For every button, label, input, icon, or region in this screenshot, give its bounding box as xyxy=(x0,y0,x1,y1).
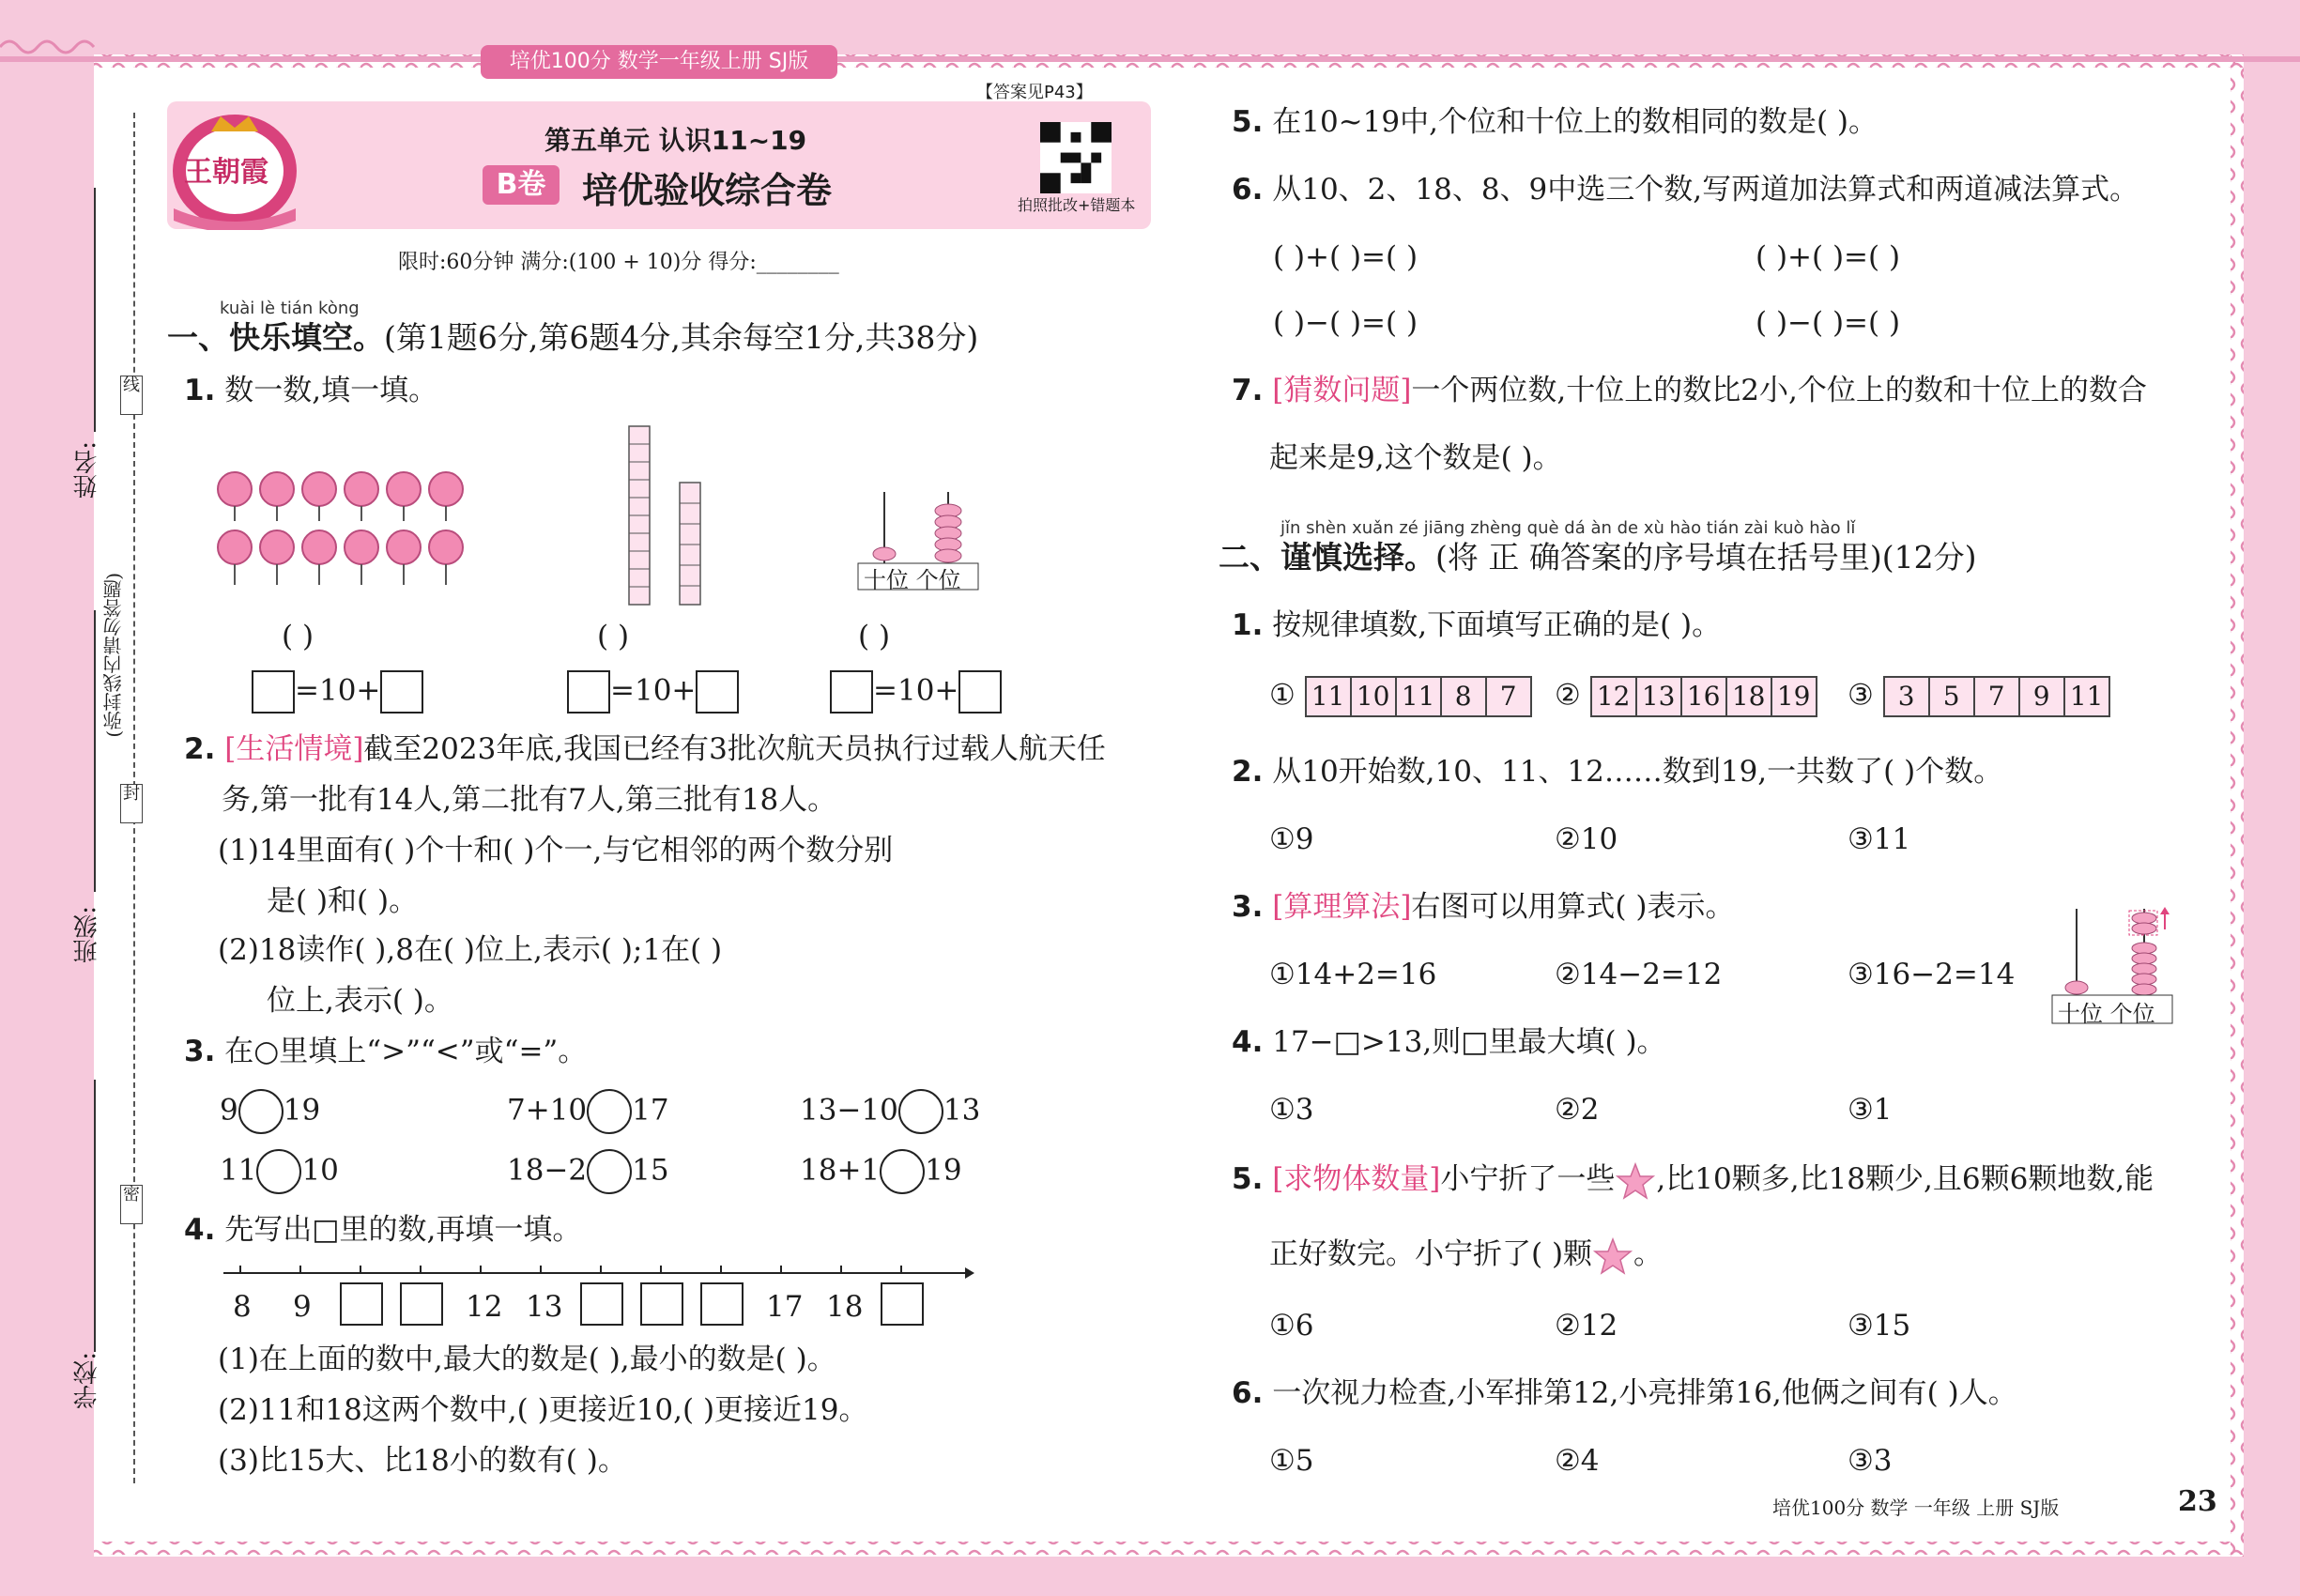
seq-cell: 12 xyxy=(1592,678,1637,715)
compare-circle[interactable] xyxy=(238,1089,284,1134)
q3-item-6-right: 19 xyxy=(925,1153,962,1188)
c5-option-2-text: ②12 xyxy=(1555,1309,1618,1343)
c1-text: 按规律填数,下面填写正确的是( )。 xyxy=(1272,608,1722,642)
c3-option-1[interactable] xyxy=(1269,956,1436,993)
c5-line2a-text: 正好数完。小宁折了( )颗 xyxy=(1269,1237,1593,1271)
seq-cell: 9 xyxy=(2020,678,2065,715)
tick-label: 8 xyxy=(233,1290,252,1324)
q1-eq-3-text: =10+ xyxy=(873,673,959,708)
answer-box[interactable] xyxy=(567,670,610,714)
c4-option-3[interactable] xyxy=(1848,1091,1893,1128)
q3-item-4-left: 11 xyxy=(220,1153,257,1188)
sidebar-name-label xyxy=(69,441,104,499)
q2-s2a-text: (2)18读作( ),8在( )位上,表示( );1在( ) xyxy=(218,933,723,967)
logo-text-value: 王朝霞 xyxy=(184,156,268,189)
c2-text: 从10开始数,10、11、12……数到19,一共数了( )个数。 xyxy=(1272,755,2003,789)
q1-eq-1[interactable] xyxy=(252,670,423,714)
q2-line1-text: 截至2023年底,我国已经有3批次航天员执行过载人航天任 xyxy=(363,732,1106,766)
q1-paren-1-text: ( ) xyxy=(282,620,314,653)
section2-heading xyxy=(1219,539,1976,576)
q3-item-5-right: 15 xyxy=(632,1153,669,1188)
c5-line2 xyxy=(1269,1235,1663,1275)
c6-option-1[interactable] xyxy=(1269,1442,1314,1480)
q1-number: 1. xyxy=(184,374,216,407)
page-number-value: 23 xyxy=(2178,1485,2217,1518)
compare-circle[interactable] xyxy=(898,1089,943,1134)
school-underline xyxy=(94,1080,96,1352)
answer-box[interactable] xyxy=(696,670,739,714)
section1-desc: (第1题6分,第6题4分,其余每空1分,共38分) xyxy=(384,319,979,356)
c5-line2b-text: 。 xyxy=(1633,1237,1664,1271)
q2-line2 xyxy=(222,781,836,819)
seq-cell: 18 xyxy=(1727,678,1772,715)
c4-option-1[interactable] xyxy=(1269,1091,1314,1128)
c2-option-2-text: ②10 xyxy=(1555,822,1618,856)
q1-paren-2-text: ( ) xyxy=(597,620,630,653)
c1-option-3-mark: ③ xyxy=(1848,678,1874,713)
c1-option-2-mark: ② xyxy=(1555,678,1581,713)
q3-item-4[interactable] xyxy=(220,1149,339,1194)
c4-number: 4. xyxy=(1232,1025,1264,1059)
q1-eq-2-text: =10+ xyxy=(610,673,697,708)
seq-cell: 3 xyxy=(1885,678,1930,715)
q3-item-3-right: 13 xyxy=(943,1093,981,1128)
q3-item-1-left: 9 xyxy=(220,1093,238,1128)
abacus-c3-label xyxy=(2058,995,2155,1028)
c6-text: 一次视力检查,小军排第12,小亮排第16,他俩之间有( )人。 xyxy=(1272,1376,2017,1410)
paper-star-icon xyxy=(1615,1162,1656,1200)
c3-text: 右图可以用算式( )表示。 xyxy=(1411,890,1735,924)
c3-tag: [算理算法] xyxy=(1272,890,1412,924)
number-line-ticks xyxy=(223,1282,974,1327)
c5-option-1[interactable] xyxy=(1269,1307,1314,1344)
q5-number: 5. xyxy=(1232,105,1264,139)
note-text: (弥封线内请勿答题) xyxy=(102,573,125,738)
c4-text: 17−□>13,则□里最大填( )。 xyxy=(1272,1025,1666,1059)
c5-option-2[interactable] xyxy=(1555,1307,1618,1344)
class-underline xyxy=(94,610,96,892)
unit-title xyxy=(544,120,806,158)
paper-title xyxy=(582,161,832,213)
c3-option-3[interactable] xyxy=(1848,956,2015,993)
q7-line2 xyxy=(1269,439,1562,477)
meta-text: 限时:60分钟 满分:(100 + 10)分 得分:________ xyxy=(398,251,839,274)
c5-option-3-text: ③15 xyxy=(1848,1309,1911,1343)
c4-option-2-text: ②2 xyxy=(1555,1093,1600,1127)
sidebar-class-label xyxy=(69,906,104,963)
q4-heading xyxy=(184,1211,581,1249)
c3-heading xyxy=(1232,888,1734,926)
q2-s1b xyxy=(267,882,418,920)
qr-caption xyxy=(1018,193,1135,215)
c1-seq-1 xyxy=(1305,676,1532,717)
c2-option-2[interactable] xyxy=(1555,821,1618,858)
name-label-text: 姓名: xyxy=(73,441,101,499)
paper-badge-text: B卷 xyxy=(496,168,546,201)
q2-line2-text: 务,第一批有14人,第二批有7人,第三批有18人。 xyxy=(222,783,837,817)
q7-line2-text: 起来是9,这个数是( )。 xyxy=(1269,441,1562,475)
q4-s1 xyxy=(218,1341,836,1378)
sidebar-school-label xyxy=(69,1352,104,1409)
answer-box[interactable] xyxy=(252,670,295,714)
q4-text: 先写出□里的数,再填一填。 xyxy=(224,1213,582,1247)
q3-item-2-left: 7+10 xyxy=(507,1093,588,1128)
q6-add-1-text: ( )+( )=( ) xyxy=(1273,240,1418,274)
c1-number: 1. xyxy=(1232,608,1264,642)
q4-number: 4. xyxy=(184,1213,216,1247)
q4-s2-text: (2)11和18这两个数中,( )更接近10,( )更接近19。 xyxy=(218,1393,868,1427)
tick-label: 12 xyxy=(466,1290,503,1324)
sidebar-secret-marker xyxy=(120,1185,143,1224)
seq-cell: 10 xyxy=(1352,678,1397,715)
q6-sub-2-text: ( )−( )=( ) xyxy=(1756,306,1901,340)
c1-option-1-mark: ① xyxy=(1269,678,1296,713)
q3-item-2-right: 17 xyxy=(632,1093,669,1128)
q6-sub-2 xyxy=(1756,304,1900,342)
c2-option-1-text: ①9 xyxy=(1269,822,1314,856)
q5-line xyxy=(1232,103,1878,141)
footer-text-value: 培优100分 数学 一年级 上册 SJ版 xyxy=(1772,1496,2060,1519)
c1-option-3[interactable] xyxy=(1848,676,2110,717)
c6-number: 6. xyxy=(1232,1376,1264,1410)
c5-option-3[interactable] xyxy=(1848,1307,1910,1344)
header-tab xyxy=(481,45,837,79)
page-number xyxy=(2178,1485,2217,1518)
c5-line1a-text: 小宁折了一些 xyxy=(1440,1162,1616,1196)
c6-option-3-text: ③3 xyxy=(1848,1444,1893,1478)
c3-option-1-text: ①14+2=16 xyxy=(1269,958,1437,991)
q2-s1a-text: (1)14里面有( )个十和( )个一,与它相邻的两个数分别 xyxy=(218,834,894,867)
q1-eq-2[interactable] xyxy=(567,670,739,714)
q1-eq-1-text: =10+ xyxy=(295,673,381,708)
compare-circle[interactable] xyxy=(587,1089,632,1134)
answer-ref xyxy=(976,79,1093,103)
q3-number: 3. xyxy=(184,1035,216,1068)
qr-caption-text: 拍照批改+错题本 xyxy=(1018,196,1136,214)
name-underline xyxy=(94,188,96,432)
seq-cell: 19 xyxy=(1776,681,1811,712)
q2-s2b xyxy=(267,982,453,1020)
c3-option-2[interactable] xyxy=(1555,956,1722,993)
c5-line1 xyxy=(1232,1160,2154,1200)
q3-item-2[interactable] xyxy=(507,1089,669,1134)
paper-title-text: 培优验收综合卷 xyxy=(582,170,833,211)
tick-answer-box[interactable] xyxy=(881,1282,924,1326)
q7-number: 7. xyxy=(1232,374,1264,407)
compare-circle[interactable] xyxy=(880,1149,925,1194)
c2-number: 2. xyxy=(1232,755,1264,789)
seq-cell: 13 xyxy=(1637,678,1682,715)
meta-line xyxy=(398,246,839,275)
school-label-text: 学校: xyxy=(73,1352,101,1409)
q7-line1 xyxy=(1232,372,2147,409)
q5-text: 在10~19中,个位和十位上的数相同的数是( )。 xyxy=(1272,105,1878,139)
section2-desc: (将 正 确答案的序号填在括号里)(12分) xyxy=(1435,539,1977,575)
abacus-q1-label xyxy=(864,561,961,594)
q3-item-3-left: 13−10 xyxy=(800,1093,898,1128)
seq-cell: 11 xyxy=(1307,678,1352,715)
q6-add-2 xyxy=(1756,238,1900,276)
c2-option-3[interactable] xyxy=(1848,821,1910,858)
q6-sub-1-text: ( )−( )=( ) xyxy=(1273,306,1418,340)
c4-option-3-text: ③1 xyxy=(1848,1093,1893,1127)
compare-circle[interactable] xyxy=(256,1149,301,1194)
q4-s3 xyxy=(218,1442,627,1480)
q3-item-5-left: 18−2 xyxy=(507,1153,588,1188)
section2-title: 二、谨慎选择。 xyxy=(1219,539,1435,575)
q3-heading xyxy=(184,1033,587,1070)
c5-option-1-text: ①6 xyxy=(1269,1309,1314,1343)
tick-answer-box[interactable] xyxy=(340,1282,383,1326)
q2-s1b-text: 是( )和( )。 xyxy=(267,884,419,918)
q1-paren-2 xyxy=(597,618,629,655)
tick-answer-box[interactable] xyxy=(640,1282,683,1326)
c6-option-2[interactable] xyxy=(1555,1442,1600,1480)
sidebar-seal-marker xyxy=(120,784,143,823)
answer-box[interactable] xyxy=(958,670,1002,714)
c3-option-3-text: ③16−2=14 xyxy=(1848,958,2016,991)
c5-number: 5. xyxy=(1232,1162,1264,1196)
c5-tag: [求物体数量] xyxy=(1272,1162,1441,1196)
c1-option-1[interactable] xyxy=(1269,676,1532,717)
q6-line xyxy=(1232,171,2139,208)
section1-title: 一、快乐填空。 xyxy=(167,319,384,356)
abacus-q1-label-text: 十位 个位 xyxy=(864,567,961,593)
c1-option-2[interactable] xyxy=(1555,676,1817,717)
sidebar-line-text: 线 xyxy=(123,376,140,395)
paper-star-icon xyxy=(1592,1237,1633,1275)
q6-text: 从10、2、18、8、9中选三个数,写两道加法算式和两道减法算式。 xyxy=(1272,173,2139,207)
q2-number: 2. xyxy=(184,732,216,766)
q2-line1 xyxy=(184,730,1106,768)
class-label-text: 班级: xyxy=(73,906,101,963)
q3-text: 在○里填上“>”“<”或“=”。 xyxy=(224,1035,588,1068)
q4-s3-text: (3)比15大、比18小的数有( )。 xyxy=(218,1444,627,1478)
c3-number: 3. xyxy=(1232,890,1264,924)
seq-cell: 11 xyxy=(1397,678,1442,715)
q7-line1-text: 一个两位数,十位上的数比2小,个位上的数和十位上的数合 xyxy=(1411,374,2147,407)
q2-tag: [生活情境] xyxy=(224,732,364,766)
c4-option-1-text: ①3 xyxy=(1269,1093,1314,1127)
q6-sub-1 xyxy=(1273,304,1418,342)
q1-paren-3 xyxy=(858,618,890,655)
answer-box[interactable] xyxy=(380,670,423,714)
qr-code-icon xyxy=(1040,122,1112,193)
seq-cell: 5 xyxy=(1930,678,1975,715)
q4-s2 xyxy=(218,1391,868,1429)
section2-pinyin xyxy=(1280,518,1855,538)
tick-answer-box[interactable] xyxy=(580,1282,623,1326)
c2-heading xyxy=(1232,753,2002,790)
sidebar-note xyxy=(100,573,127,738)
seq-cell: 11 xyxy=(2069,681,2104,712)
q1-text: 数一数,填一填。 xyxy=(224,374,438,407)
header-tab-label: 培优100分 数学一年级上册 SJ版 xyxy=(509,50,809,73)
q4-s1-text: (1)在上面的数中,最大的数是( ),最小的数是( )。 xyxy=(218,1343,836,1376)
tick-label: 17 xyxy=(766,1290,804,1324)
q1-paren-1 xyxy=(282,618,314,655)
seq-cell: 8 xyxy=(1442,678,1487,715)
q3-item-4-right: 10 xyxy=(301,1153,339,1188)
c3-option-2-text: ②14−2=12 xyxy=(1555,958,1723,991)
c6-option-3[interactable] xyxy=(1848,1442,1893,1480)
c6-heading xyxy=(1232,1374,2017,1412)
seq-cell: 7 xyxy=(1499,681,1517,712)
c1-heading xyxy=(1232,606,1721,644)
q3-item-3[interactable] xyxy=(800,1089,980,1134)
q3-item-1[interactable] xyxy=(220,1089,320,1134)
cube-sticks xyxy=(625,422,710,610)
c6-option-1-text: ①5 xyxy=(1269,1444,1314,1478)
section1-heading xyxy=(167,319,978,357)
c2-option-3-text: ③11 xyxy=(1848,822,1911,856)
seq-cell: 7 xyxy=(1975,678,2020,715)
tick-answer-box[interactable] xyxy=(400,1282,443,1326)
q2-s2b-text: 位上,表示( )。 xyxy=(267,984,453,1018)
seq-cell: 16 xyxy=(1682,678,1727,715)
q2-s2a xyxy=(218,931,722,969)
section2-pinyin-text: jǐn shèn xuǎn zé jiāng zhèng què dá àn de xù hào tián zài kuò hào lǐ xyxy=(1280,518,1856,538)
sidebar-seal-text: 封 xyxy=(123,784,140,804)
tick-answer-box[interactable] xyxy=(700,1282,744,1326)
lollipop-grid xyxy=(214,465,477,596)
q7-tag: [猜数问题] xyxy=(1272,374,1412,407)
footer-text xyxy=(1772,1493,2059,1520)
q3-item-6[interactable] xyxy=(800,1149,962,1194)
q3-item-5[interactable] xyxy=(507,1149,669,1194)
q6-number: 6. xyxy=(1232,173,1264,207)
q6-add-2-text: ( )+( )=( ) xyxy=(1756,240,1901,274)
tick-label: 13 xyxy=(526,1290,563,1324)
tick-label: 18 xyxy=(826,1290,864,1324)
c1-seq-2 xyxy=(1590,676,1817,717)
abacus-c3-label-text: 十位 个位 xyxy=(2058,1001,2155,1027)
section1-pinyin xyxy=(220,299,360,318)
c4-heading xyxy=(1232,1023,1666,1061)
q2-s1a xyxy=(218,832,893,869)
q1-eq-3[interactable] xyxy=(830,670,1002,714)
logo-text xyxy=(184,148,268,190)
answer-ref-text: 【答案见P43】 xyxy=(976,83,1093,102)
compare-circle[interactable] xyxy=(587,1149,632,1194)
sidebar-secret-text: 密 xyxy=(123,1185,140,1205)
answer-box[interactable] xyxy=(830,670,873,714)
tick-label: 9 xyxy=(293,1290,312,1324)
c5-line1b-text: ,比10颗多,比18颗少,且6颗6颗地数,能 xyxy=(1656,1162,2154,1196)
c4-option-2[interactable] xyxy=(1555,1091,1600,1128)
q3-item-1-right: 19 xyxy=(283,1093,321,1128)
q1-heading xyxy=(184,372,437,409)
c6-option-2-text: ②4 xyxy=(1555,1444,1600,1478)
paper-badge xyxy=(483,165,560,205)
q6-add-1 xyxy=(1273,238,1418,276)
sidebar-line-marker xyxy=(120,376,143,415)
q3-item-6-left: 18+1 xyxy=(800,1153,881,1188)
c1-seq-3 xyxy=(1883,676,2110,717)
q1-paren-3-text: ( ) xyxy=(858,620,891,653)
section1-pinyin-text: kuài lè tián kòng xyxy=(220,299,360,318)
c2-option-1[interactable] xyxy=(1269,821,1314,858)
unit-title-text: 第五单元 认识11~19 xyxy=(544,125,807,156)
